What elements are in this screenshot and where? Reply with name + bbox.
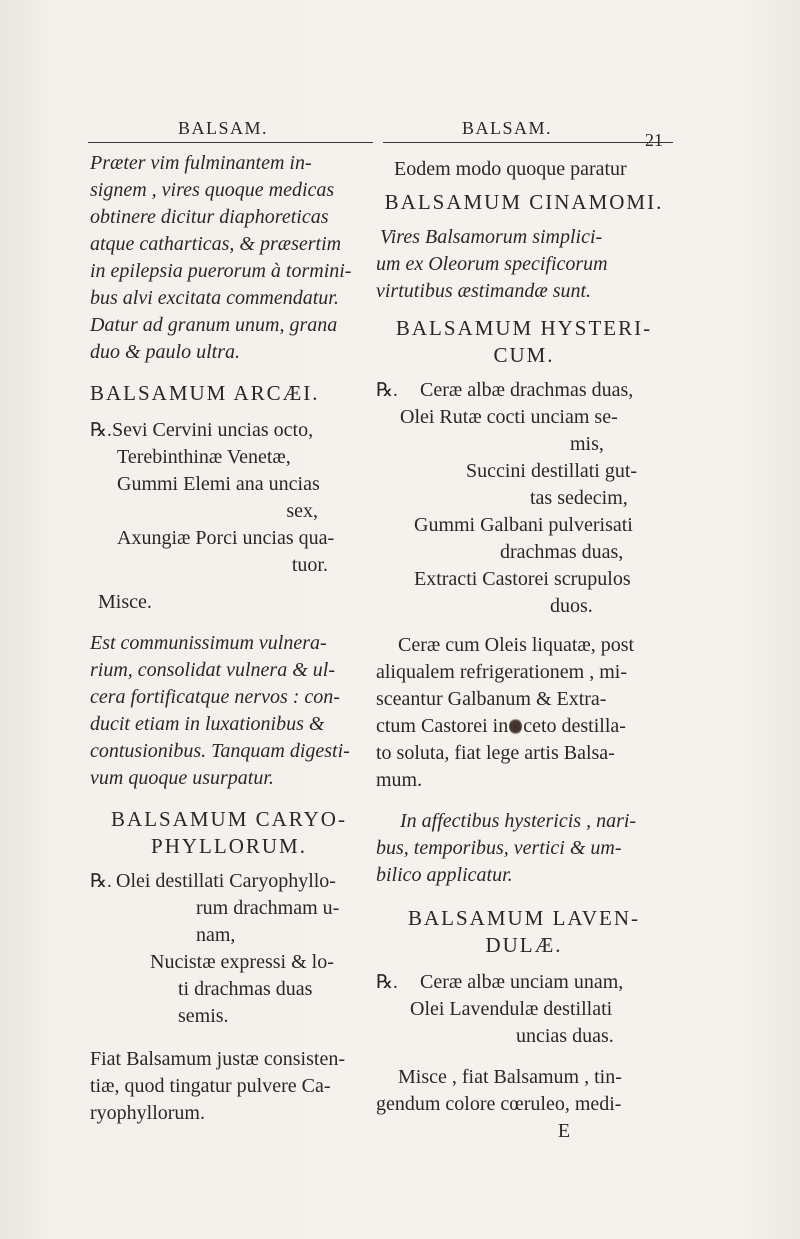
text-line: bilico applicatur. [376, 864, 513, 886]
section-heading-caryophyllorum [90, 806, 368, 860]
ink-blot [509, 718, 522, 735]
section-heading-hystericum [376, 315, 672, 369]
recipe-line: Olei destillati Caryophyllo- [116, 870, 336, 892]
text-line: In affectibus hystericis , nari- [400, 810, 637, 832]
text-line: ducit etiam in luxationibus & [90, 713, 325, 735]
recipe-line: Axungiæ Porci uncias qua- [117, 527, 335, 549]
right-column [376, 156, 672, 1145]
recipe-line: Olei Lavendulæ destillati [410, 998, 613, 1020]
recipe-symbol: ℞. [90, 871, 112, 892]
recipe-hystericum [376, 377, 672, 620]
text-line: rium, consolidat vulnera & ul- [90, 659, 335, 681]
text-line: gendum colore cœruleo, medi- [376, 1093, 622, 1115]
left-header-rule [88, 142, 373, 143]
text-line: ryophyllorum. [90, 1102, 205, 1124]
heading-line: CUM. [493, 343, 555, 367]
heading-line: PHYLLORUM. [151, 834, 307, 858]
text-line: Vires Balsamorum simplici- [380, 226, 603, 248]
recipe-line: rum drachmam u- [196, 897, 340, 919]
recipe-line: drachmas duas, [500, 541, 624, 563]
right-running-head: BALSAM. [462, 118, 553, 138]
text-line: to soluta, fiat lege artis Balsa- [376, 742, 615, 764]
recipe-line: Ceræ albæ unciam unam, [420, 971, 624, 993]
text-line: Fiat Balsamum justæ consisten- [90, 1048, 345, 1070]
recipe-symbol: ℞. [376, 380, 398, 401]
text-line: contusionibus. Tanquam digesti- [90, 740, 350, 762]
left-intro-paragraph [90, 150, 368, 366]
recipe-line: Gummi Elemi ana uncias [117, 473, 320, 495]
hystericum-method [376, 632, 672, 794]
recipe-line: Sevi Cervini uncias octo, [112, 419, 314, 441]
text-line: Datur ad granum unum, grana [90, 314, 338, 336]
text-line: sceantur Galbanum & Extra- [376, 688, 607, 710]
text-fragment: ceto destilla- [523, 715, 626, 737]
text-line: duo & paulo ultra. [90, 341, 241, 363]
text-line: um ex Oleorum specificorum [376, 253, 608, 275]
text-line: Ceræ cum Oleis liquatæ, post [398, 634, 635, 656]
recipe-line: duos. [550, 595, 593, 617]
recipe-line: Succini destillati gut- [466, 460, 638, 482]
recipe-line: sex, [286, 500, 318, 522]
lavendulae-closing [376, 1064, 672, 1118]
recipe-line: tas sedecim, [530, 487, 628, 509]
recipe-line: uncias duas. [516, 1025, 614, 1047]
recipe-symbol: ℞. [90, 420, 112, 441]
right-header-rule [383, 142, 673, 143]
recipe-line: semis. [178, 1005, 229, 1027]
right-intro [376, 156, 672, 216]
recipe-line: nam, [196, 924, 236, 946]
arcaei-notes [90, 630, 368, 792]
recipe-symbol: ℞. [376, 972, 398, 993]
recipe-line: Terebinthinæ Venetæ, [117, 446, 291, 468]
heading-line: BALSAMUM CARYO- [111, 807, 347, 831]
text-line: cera fortificatque nervos : con- [90, 686, 340, 708]
signature-mark: E [557, 1120, 571, 1142]
recipe-line: Extracti Castorei scrupulos [414, 568, 631, 590]
instruction-misce: Misce. [98, 591, 152, 613]
left-running-head: BALSAM. [178, 118, 269, 138]
text-line: virtutibus æstimandæ sunt. [376, 280, 592, 302]
recipe-line: ti drachmas duas [178, 978, 313, 1000]
text-line: bus alvi excitata commendatur. [90, 287, 339, 309]
text-line: atque catharticas, & præsertim [90, 233, 342, 255]
section-heading-lavendulae [376, 905, 672, 959]
recipe-line: tuor. [291, 554, 328, 576]
recipe-line: Olei Rutæ cocti unciam se- [400, 406, 618, 428]
recipe-line: Nucistæ expressi & lo- [150, 951, 334, 973]
text-line: Præter vim fulminantem in- [90, 152, 312, 174]
text-fragment: ctum Castorei in [376, 715, 509, 737]
text-line: Eodem modo quoque paratur [394, 158, 627, 180]
text-line: tiæ, quod tingatur pulvere Ca- [90, 1075, 331, 1097]
text-line [376, 713, 672, 740]
recipe-line: Ceræ albæ drachmas duas, [420, 379, 634, 401]
text-line: aliqualem refrigerationem , mi- [376, 661, 628, 683]
heading-line: DULÆ. [485, 933, 563, 957]
heading-line: BALSAMUM LAVEN- [407, 906, 641, 930]
recipe-line: mis, [570, 433, 604, 455]
page-number: 21 [645, 130, 663, 150]
hystericum-usage [376, 808, 672, 889]
recipe-lavendulae [376, 969, 672, 1050]
vires-note [376, 224, 672, 305]
heading-cinamomi: BALSAMUM CINAMOMI. [384, 190, 664, 214]
left-column [90, 150, 368, 1127]
recipe-line: Gummi Galbani pulverisati [414, 514, 633, 536]
heading-line: BALSAMUM HYSTERI- [395, 316, 653, 340]
text-line: Misce , fiat Balsamum , tin- [398, 1066, 622, 1088]
text-line: bus, temporibus, vertici & um- [376, 837, 622, 859]
recipe-caryophyllorum [90, 868, 368, 1030]
section-heading-arcaei: BALSAMUM ARCÆI. [90, 381, 320, 405]
text-line: Est communissimum vulnera- [90, 632, 327, 654]
text-line: in epilepsia puerorum à tormini- [90, 260, 352, 282]
caryophyllorum-closing [90, 1046, 368, 1127]
recipe-arcaei [90, 417, 368, 579]
text-line: obtinere dicitur diaphoreticas [90, 206, 329, 228]
text-line: signem , vires quoque medicas [90, 179, 335, 201]
text-line: mum. [376, 769, 423, 791]
text-line: vum quoque usurpatur. [90, 767, 274, 789]
